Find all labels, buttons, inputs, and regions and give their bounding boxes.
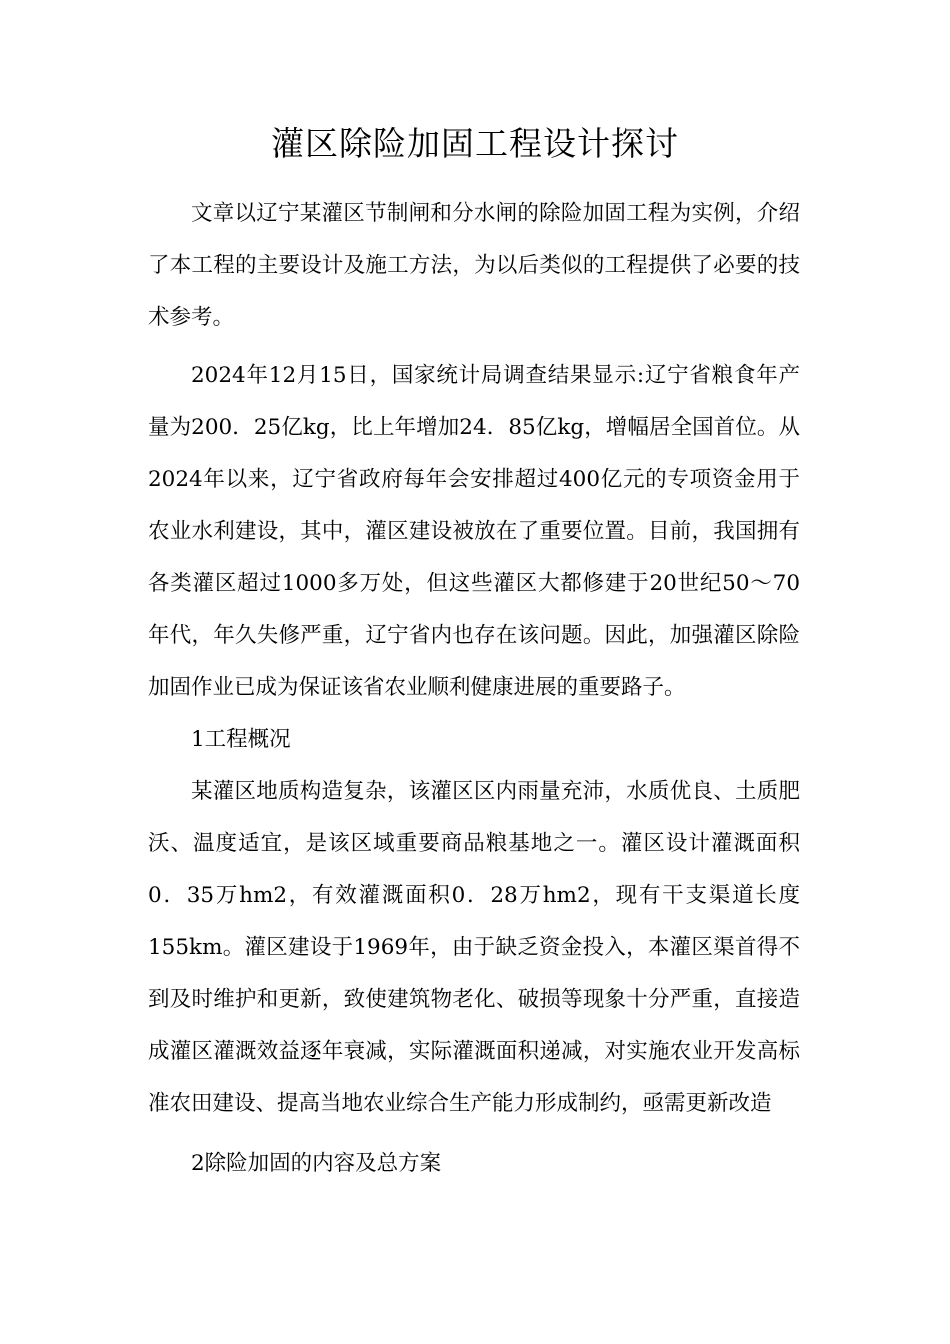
- section-1-heading: 1工程概况: [191, 727, 291, 752]
- document-body: [148, 188, 800, 1190]
- intro-paragraph: 2024年12月15日，国家统计局调查结果显示:辽宁省粮食年产量为200．25亿kg，比上年增加24．85亿kg，增幅居全国首位。从2024年以来，辽宁省政府每年会安排超过400亿元的专项资金用于农业水利建设，其中，灌区建设被放在了重要位置。目前，我国拥有各类灌区超过1000多万处，但这些灌区大都修建于20世纪50～70年代，年久失修严重，辽宁省内也存在该问题。因此，加强灌区除险加固作业已成为保证该省农业顺利健康进展的重要路子。: [148, 363, 800, 700]
- abstract-paragraph: 文章以辽宁某灌区节制闸和分水闸的除险加固工程为实例，介绍了本工程的主要设计及施工方法，为以后类似的工程提供了必要的技术参考。: [148, 201, 800, 330]
- section-1-paragraph: 某灌区地质构造复杂，该灌区区内雨量充沛，水质优良、土质肥沃、温度适宜，是该区域重要商品粮基地之一。灌区设计灌溉面积0．35万hm2，有效灌溉面积0．28万hm2，现有干支渠道长度155km。灌区建设于1969年，由于缺乏资金投入，本灌区渠首得不到及时维护和更新，致使建筑物老化、破损等现象十分严重，直接造成灌区灌溉效益逐年衰减，实际灌溉面积递减，对实施农业开发高标准农田建设、提高当地农业综合生产能力形成制约，亟需更新改造: [148, 779, 800, 1116]
- document-title: 灌区除险加固工程设计探讨: [271, 124, 679, 163]
- section-2-heading: 2除险加固的内容及总方案: [191, 1151, 442, 1176]
